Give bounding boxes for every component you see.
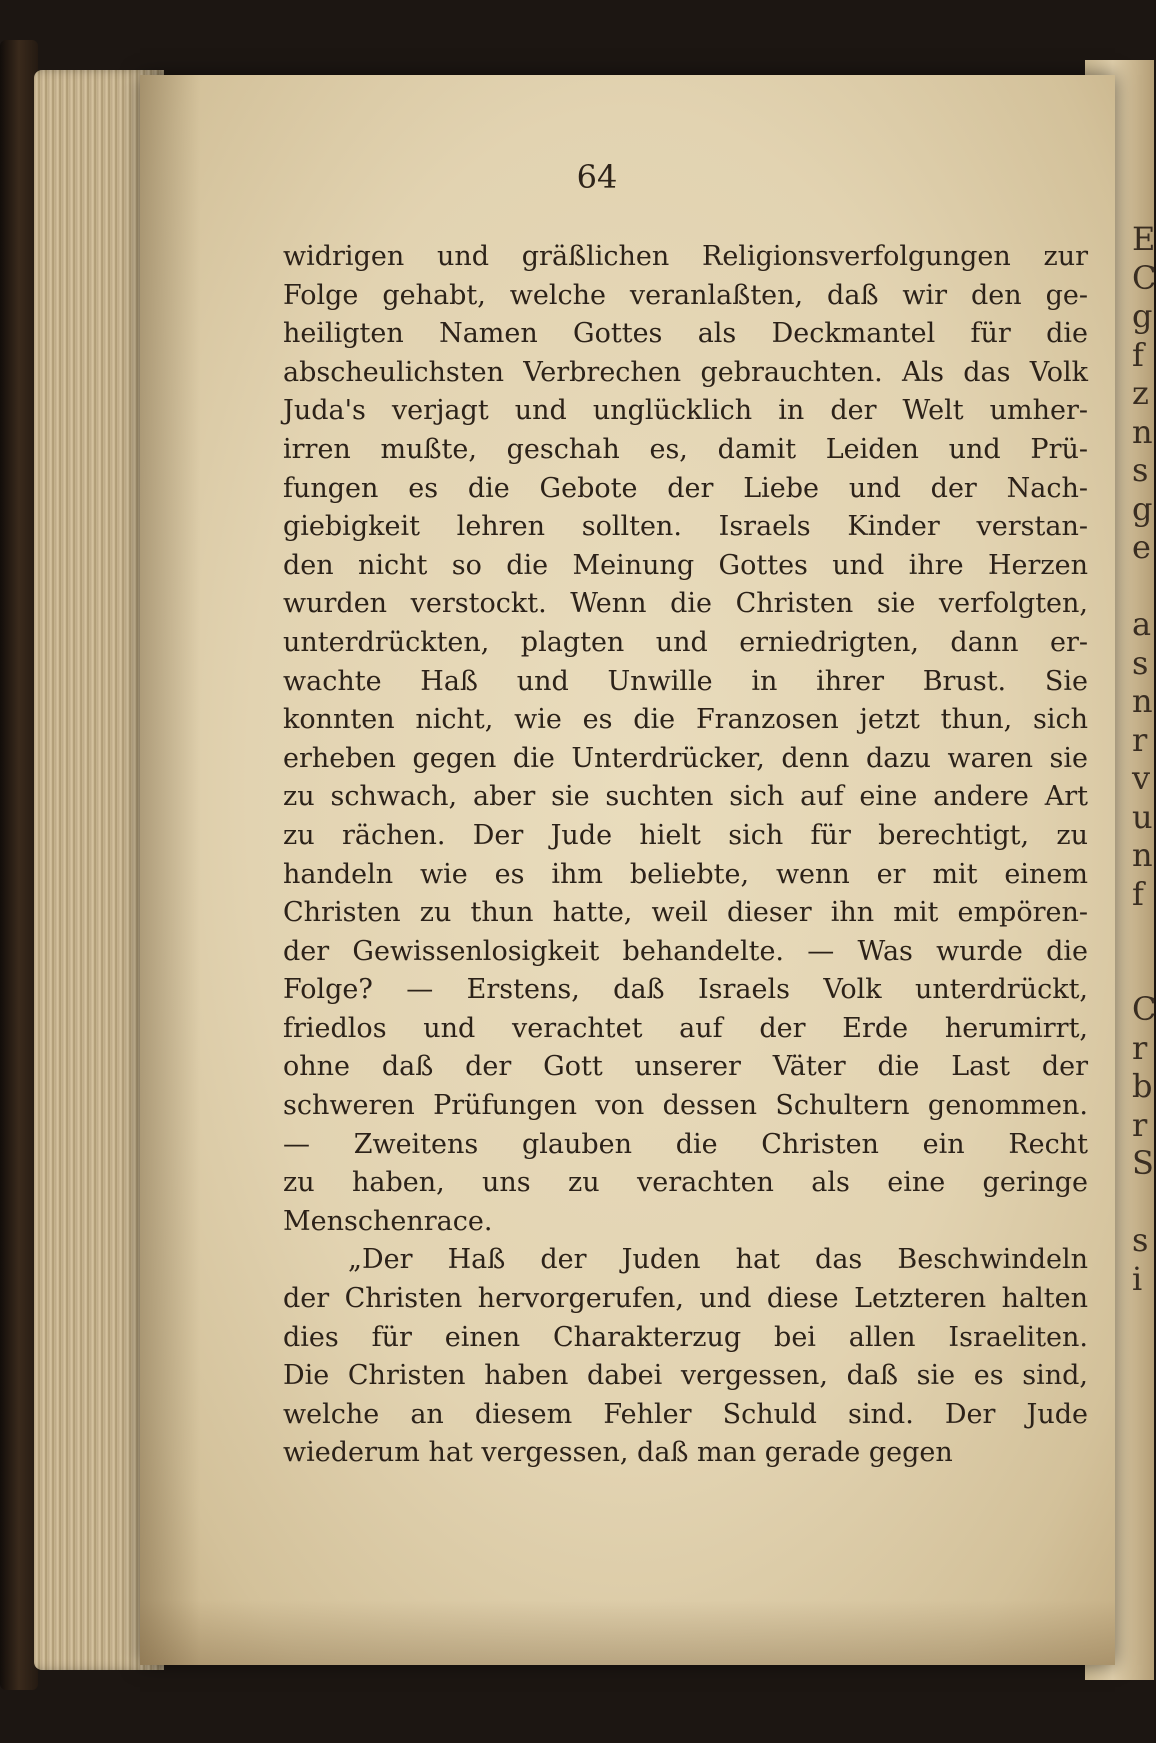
text-line: giebigkeit lehren sollten. Israels Kinder verstan- bbox=[283, 511, 1088, 543]
facing-page-fragment: g bbox=[1132, 489, 1153, 528]
text-line: erheben gegen die Unterdrücker, denn dazu waren sie bbox=[283, 742, 1088, 774]
text-line: — Zweitens glauben die Christen ein Recht bbox=[283, 1128, 1088, 1160]
facing-page-fragment bbox=[1132, 952, 1154, 991]
text-line: handeln wie es ihm beliebte, wenn er mit einem bbox=[283, 858, 1088, 890]
page-number: 64 bbox=[576, 158, 618, 196]
text-line: unterdrückten, plagten und erniedrigten, dann er- bbox=[283, 626, 1088, 658]
text-line: irren mußte, geschah es, damit Leiden und Prü- bbox=[283, 433, 1088, 465]
text-line: Folge gehabt, welche veranlaßten, daß wir den ge- bbox=[283, 279, 1088, 311]
text-line: Menschenrace. bbox=[283, 1205, 493, 1237]
facing-page-fragment: s bbox=[1132, 451, 1149, 489]
text-line: wurden verstockt. Wenn die Christen sie verfolgten, bbox=[283, 588, 1088, 620]
facing-page-fragment bbox=[1132, 1375, 1154, 1414]
text-line: Folge? — Erstens, daß Israels Volk unterdrückt, bbox=[283, 974, 1088, 1006]
text-line: heiligten Namen Gottes als Deckmantel für die bbox=[283, 318, 1088, 350]
facing-page-fragment: r bbox=[1132, 720, 1148, 759]
facing-page-fragment: v bbox=[1132, 759, 1151, 797]
text-line: den nicht so die Meinung Gottes und ihre Herzen bbox=[283, 549, 1088, 581]
facing-page-fragment: n bbox=[1132, 682, 1153, 720]
text-line: welche an diesem Fehler Schuld sind. Der Jude bbox=[283, 1398, 1088, 1430]
body-text bbox=[283, 238, 1088, 1473]
page-bottom-shadow bbox=[140, 1600, 1115, 1665]
facing-page-fragment: g bbox=[1132, 297, 1153, 335]
facing-page-fragment: i bbox=[1132, 1259, 1143, 1298]
text-line: der Gewissenlosigkeit behandelte. — Was wurde die bbox=[283, 935, 1088, 967]
text-line: Christen zu thun hatte, weil dieser ihn mit empören- bbox=[283, 897, 1088, 929]
text-line: wiederum hat vergessen, daß man gerade gegen bbox=[283, 1437, 953, 1469]
facing-page-fragment bbox=[1132, 1414, 1154, 1453]
text-line: zu schwach, aber sie suchten sich auf eine andere Art bbox=[283, 781, 1088, 813]
facing-page-fragment: S bbox=[1132, 1144, 1154, 1182]
facing-page-fragment: n bbox=[1132, 412, 1153, 451]
facing-page-fragment: C bbox=[1132, 258, 1156, 297]
text-line: friedlos und verachtet auf der Erde herumirrt, bbox=[283, 1012, 1088, 1044]
facing-page-fragment: C bbox=[1132, 990, 1156, 1028]
facing-page-fragment: u bbox=[1132, 797, 1153, 836]
facing-page-fragment bbox=[1132, 913, 1154, 952]
book-binding bbox=[0, 40, 38, 1690]
text-line: zu haben, uns zu verachten als eine geringe bbox=[283, 1167, 1088, 1199]
facing-page-fragment: r bbox=[1132, 1028, 1148, 1067]
text-line: Juda's verjagt und unglücklich in der Welt umher- bbox=[283, 395, 1088, 427]
text-line: abscheulichsten Verbrechen gebrauchten. Als das Volk bbox=[283, 356, 1088, 388]
facing-page-fragment bbox=[1132, 1298, 1154, 1337]
text-line: zu rächen. Der Jude hielt sich für berechtigt, zu bbox=[283, 819, 1088, 851]
text-line: dies für einen Charakterzug bei allen Israeliten. bbox=[283, 1321, 1088, 1353]
text-line: schweren Prüfungen von dessen Schultern genommen. bbox=[283, 1090, 1088, 1122]
facing-page-fragment: a bbox=[1132, 605, 1152, 643]
facing-page-fragment bbox=[1132, 1337, 1154, 1376]
text-line: Die Christen haben dabei vergessen, daß sie es sind, bbox=[283, 1360, 1088, 1392]
text-line: konnten nicht, wie es die Franzosen jetzt thun, sich bbox=[283, 704, 1088, 736]
facing-page-fragment: e bbox=[1132, 528, 1151, 566]
text-line: „Der Haß der Juden hat das Beschwindeln bbox=[348, 1244, 1088, 1276]
facing-page-fragment: f bbox=[1132, 335, 1144, 374]
gutter-shadow bbox=[140, 75, 200, 1665]
facing-page-text-fragments bbox=[1132, 220, 1154, 1320]
facing-page-fragment bbox=[1132, 567, 1154, 606]
facing-page-fragment: b bbox=[1132, 1067, 1153, 1105]
facing-page-fragment: s bbox=[1132, 1221, 1149, 1259]
text-line: der Christen hervorgerufen, und diese Letzteren halten bbox=[283, 1283, 1088, 1315]
facing-page-fragment: r bbox=[1132, 1105, 1148, 1144]
facing-page-fragment bbox=[1132, 1183, 1154, 1222]
facing-page-fragment: f bbox=[1132, 874, 1144, 913]
text-line: wachte Haß und Unwille in ihrer Brust. Sie bbox=[283, 665, 1088, 697]
text-line: fungen es die Gebote der Liebe und der Nach- bbox=[283, 472, 1088, 504]
facing-page-fragment: z bbox=[1132, 374, 1149, 412]
facing-page-fragment: s bbox=[1132, 643, 1149, 682]
facing-page-fragment: E bbox=[1132, 220, 1156, 258]
text-line: widrigen und gräßlichen Religionsverfolgungen zur bbox=[283, 241, 1088, 272]
text-line: ohne daß der Gott unserer Väter die Last der bbox=[283, 1051, 1088, 1083]
facing-page-fragment: n bbox=[1132, 836, 1153, 874]
